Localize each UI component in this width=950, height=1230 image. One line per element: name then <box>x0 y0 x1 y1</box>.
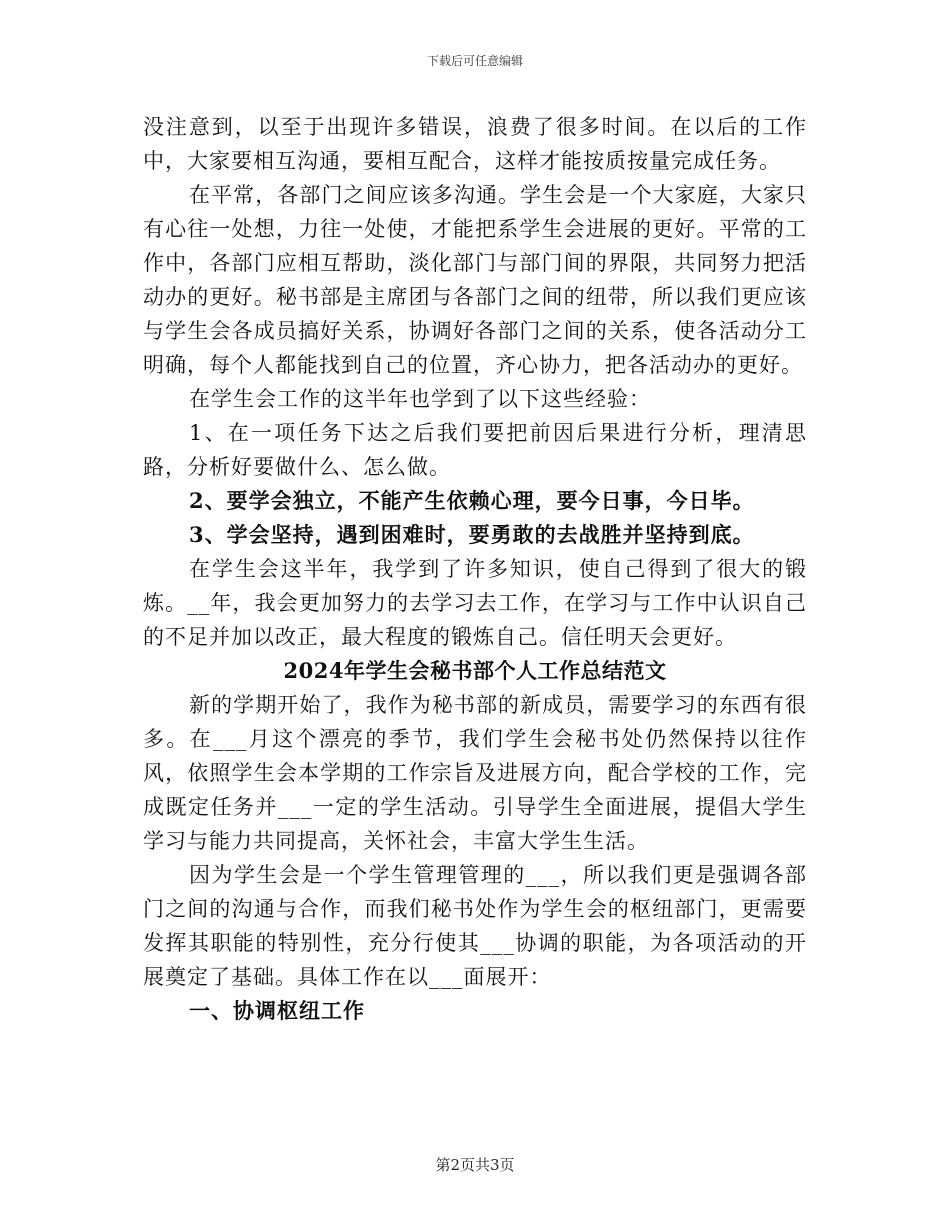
section-title: 2024年学生会秘书部个人工作总结范文 <box>283 658 667 683</box>
list-item-2: 2、要学会独立，不能产生依赖心理，要今日事，今日毕。 <box>189 488 755 513</box>
paragraph-communication: 在平常，各部门之间应该多沟通。学生会是一个大家庭，大家只有心往一处想，力往一处使，才能把系学生会进展的更好。平常的工作中，各部门应相互帮助，淡化部门与部门间的界限，共同努力把活动办的更好。秘书部是主席团与各部门之间的纽带，所以我们更应该与学生会各成员搞好关系，协调好各部门之间的关系，使各活动分工明确，每个人都能找到自己的位置，齐心协力，把各活动办的更好。 <box>143 183 807 377</box>
paragraph-coordination: 因为学生会是一个学生管理管理的___，所以我们更是强调各部门之间的沟通与合作，而我们秘书处作为学生会的枢纽部门，更需要发挥其职能的特别性，充分行使其___协调的职能，为各项活动的开展奠定了基础。具体工作在以___面展开： <box>143 863 807 989</box>
page-header: 下载后可任意编辑 <box>426 54 523 68</box>
page-footer: 第2页共3页 <box>435 1156 515 1174</box>
paragraph-half-year: 在学生会这半年，我学到了许多知识，使自己得到了很大的锻炼。__年，我会更加努力的去学习去工作，在学习与工作中认识自己的不足并加以改正，最大程度的锻炼自己。信任明天会更好。 <box>143 557 807 649</box>
list-item-3: 3、学会坚持，遇到困难时，要勇敢的去战胜并坚持到底。 <box>189 522 755 547</box>
document-body <box>143 110 807 1028</box>
paragraph-experience-intro: 在学生会工作的这半年也学到了以下这些经验： <box>189 387 651 411</box>
list-item-1: 1、在一项任务下达之后我们要把前因后果进行分析，理清思路，分析好要做什么、怎么做。 <box>143 421 807 479</box>
subsection-heading: 一、协调枢纽工作 <box>189 998 365 1023</box>
paragraph-continuation: 没注意到，以至于出现许多错误，浪费了很多时间。在以后的工作中，大家要相互沟通，要相互配合，这样才能按质按量完成任务。 <box>143 115 807 173</box>
paragraph-new-semester: 新的学期开始了，我作为秘书部的新成员，需要学习的东西有很多。在___月这个漂亮的季节，我们学生会秘书处仍然保持以往作风，依照学生会本学期的工作宗旨及进展方向，配合学校的工作，完成既定任务并___一定的学生活动。引导学生全面进展，提倡大学生学习与能力共同提高，关怀社会，丰富大学生生活。 <box>143 693 807 853</box>
